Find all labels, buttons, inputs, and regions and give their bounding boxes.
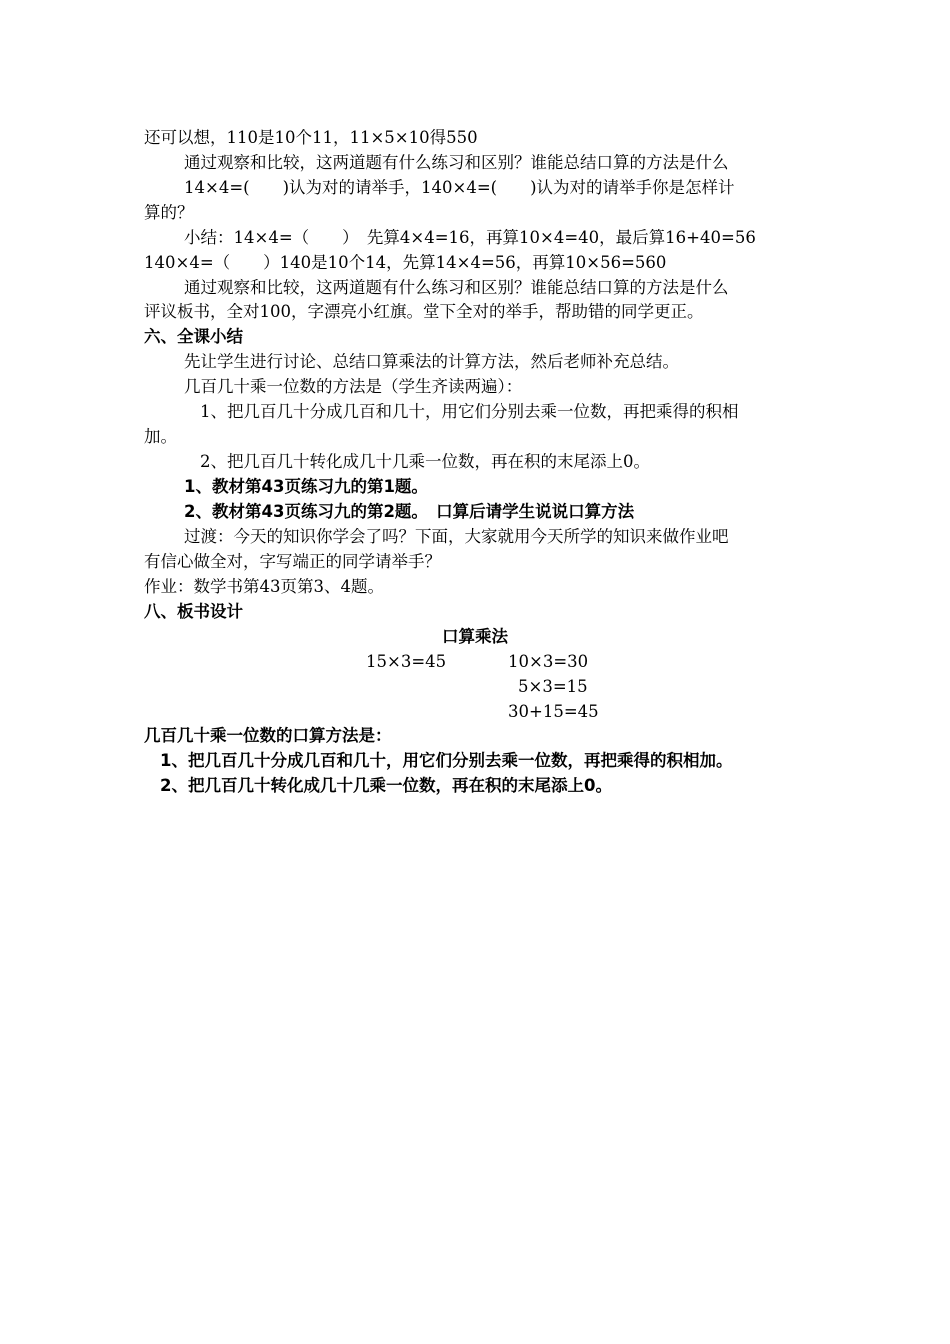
text-line: 140×4=（ ）140是10个14，先算14×4=56，再算10×56=560 xyxy=(144,253,667,272)
text-line: 有信心做全对，字写端正的同学请举手？ xyxy=(144,552,441,571)
text-line: 评议板书，全对100，字漂亮小红旗。堂下全对的举手，帮助错的同学更正。 xyxy=(144,302,704,321)
text-line: 还可以想，110是10个11，11×5×10得550 xyxy=(144,128,478,147)
text-line: 小结：14×4=（ ） 先算4×4=16，再算10×4=40，最后算16+40=56 xyxy=(184,228,756,247)
text-line: 加。 xyxy=(144,427,177,446)
exercise-line: 1、教材第43页练习九的第1题。 xyxy=(184,477,428,496)
text-line: 2、把几百几十转化成几十几乘一位数，再在积的末尾添上0。 xyxy=(200,452,650,471)
board-equation: 30+15=45 xyxy=(508,702,599,721)
homework-line: 作业：数学书第43页第3、4题。 xyxy=(144,577,384,596)
summary-line: 1、把几百几十分成几百和几十，用它们分别去乘一位数，再把乘得的积相加。 xyxy=(160,751,733,770)
text-line: 先让学生进行讨论、总结口算乘法的计算方法，然后老师补充总结。 xyxy=(184,352,679,371)
section-heading: 六、全课小结 xyxy=(144,327,243,346)
board-equation: 5×3=15 xyxy=(518,677,588,696)
section-heading: 八、板书设计 xyxy=(144,602,243,621)
text-line: 几百几十乘一位数的方法是（学生齐读两遍）： xyxy=(184,377,523,396)
board-equation: 15×3=45 xyxy=(366,652,447,671)
board-equation: 10×3=30 xyxy=(508,652,589,671)
text-line: 14×4=( )认为对的请举手，140×4=( )认为对的请举手你是怎样计 xyxy=(184,178,735,197)
board-title: 口算乘法 xyxy=(442,627,508,646)
text-line: 通过观察和比较，这两道题有什么练习和区别？谁能总结口算的方法是什么 xyxy=(184,153,729,172)
summary-title: 几百几十乘一位数的口算方法是： xyxy=(144,726,392,745)
text-line: 过渡：今天的知识你学会了吗？下面，大家就用今天所学的知识来做作业吧 xyxy=(184,527,729,546)
text-line: 通过观察和比较，这两道题有什么练习和区别？谁能总结口算的方法是什么 xyxy=(184,278,729,297)
text-line: 1、把几百几十分成几百和几十，用它们分别去乘一位数，再把乘得的积相 xyxy=(200,402,739,421)
exercise-line: 2、教材第43页练习九的第2题。 口算后请学生说说口算方法 xyxy=(184,502,635,521)
summary-line: 2、把几百几十转化成几十几乘一位数，再在积的末尾添上0。 xyxy=(160,776,612,795)
text-line: 算的？ xyxy=(144,203,194,222)
